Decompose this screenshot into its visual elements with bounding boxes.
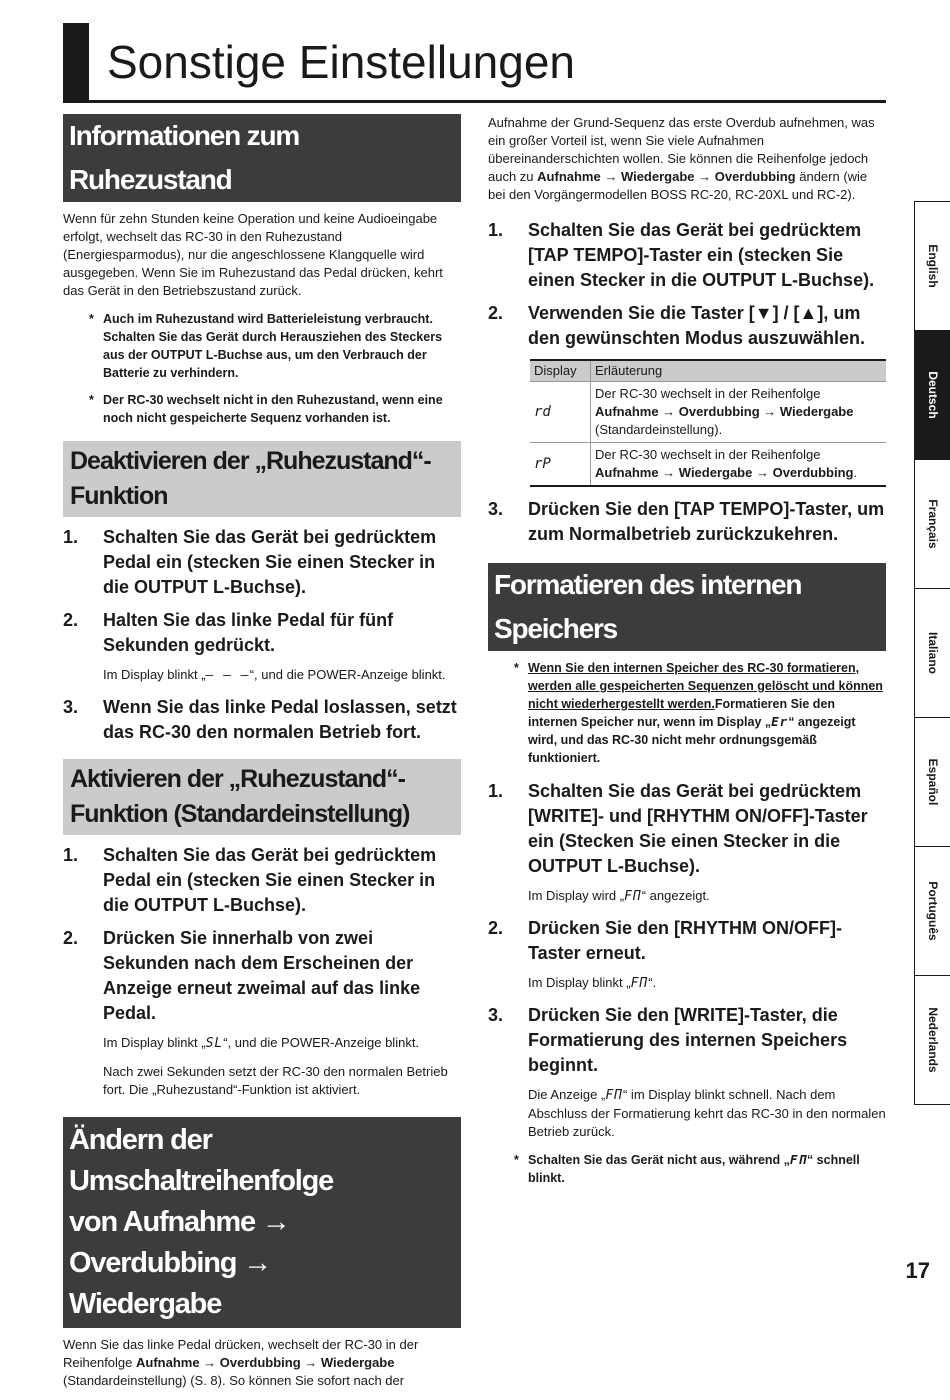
mode-description-rp: Der RC-30 wechselt in der Reihenfolge Aufnahme → Wiedergabe → Overdubbing. [591,443,887,487]
format-step-1: 1. Schalten Sie das Gerät bei gedrücktem [WRITE]- und [RHYTHM ON/OFF]-Taster ein (Stecken Sie einen Stecker in die OUTPUT L-Buchse). [488,781,868,876]
order-body-continued: Aufnahme der Grund-Sequenz das erste Overdub aufnehmen, was ein großer Vorteil ist, wenn Sie viele Aufnahmen übereinanderschichten wollen. Sie können die Reihenfolge jedoch auch zu Aufnahme → Wiedergabe → Overdubbing ändern (wie bei den Vorgängermodellen BOSS RC-20, RC-20XL und RC-2). [488,115,875,202]
mode-description-rd: Der RC-30 wechselt in der Reihenfolge Aufnahme → Overdubbing → Wiedergabe (Standardeinstellung). [591,382,887,443]
tab-espanol[interactable]: Español [914,718,950,847]
mode-code-rd: rd [530,382,591,443]
table-row [530,443,886,487]
left-column [63,114,461,1400]
activate-resume-note: Nach zwei Sekunden setzt der RC-30 den normalen Betrieb fort. Die „Ruhezustand“-Funktion ist aktiviert. [103,1064,448,1097]
format-display-note-3: Die Anzeige „FΠ“ im Display blinkt schnell. Nach dem Abschluss der Formatierung kehrt das RC-30 in den normalen Betrieb zurück. [528,1087,886,1139]
heading-format: Formatieren des internen Speichers [488,563,886,651]
page-number: 17 [905,1258,930,1283]
tab-deutsch[interactable]: Deutsch [914,331,950,460]
sleep-note-1: * Auch im Ruhezustand wird Batterieleistung verbraucht. Schalten Sie das Gerät durch Herausziehen des Steckers aus der OUTPUT L-Buchse aus, um den Verbrauch der Batterie zu verhindern. [89,312,443,380]
format-warning: * Wenn Sie den internen Speicher des RC-30 formatieren, werden alle gespeicherten Sequenzen gelöscht und können nicht wiederhergestellt werden.Formatieren Sie den internen Speicher nur, wenn im Display „Er“ angezeigt wird, und das RC-30 nicht mehr ordnungsgemäß funktioniert. [514,661,883,765]
language-tabs [914,201,950,1105]
mode-code-rp: rP [530,443,591,487]
sleep-note-2: * Der RC-30 wechselt nicht in den Ruhezustand, wenn eine noch nicht gespeicherte Sequenz vorhanden ist. [89,393,443,425]
heading-sleep-info: Informationen zum Ruhezustand [63,114,461,202]
format-display-note-2: Im Display blinkt „FΠ“. [528,975,657,991]
heading-deactivate: Deaktivieren der „Ruhezustand“-Funktion [63,441,461,517]
format-final-note: * Schalten Sie das Gerät nicht aus, während „FΠ“ schnell blinkt. [514,1152,860,1185]
deactivate-step-2: 2. Halten Sie das linke Pedal für fünf Sekunden gedrückt. [63,610,394,655]
page-title: Sonstige Einstellungen [107,36,575,88]
order-step-2: 2. Verwenden Sie die Taster [▼] / [▲], um den gewünschten Modus auszuwählen. [488,303,866,348]
order-step-3: 3. Drücken Sie den [TAP TEMPO]-Taster, um zum Normalbetrieb zurückzukehren. [488,499,885,544]
format-step-2: 2. Drücken Sie den [RHYTHM ON/OFF]-Taster erneut. [488,918,843,963]
activate-display-note: Im Display blinkt „SL“, und die POWER-Anzeige blinkt. [103,1035,420,1051]
title-rule [63,100,886,103]
format-display-note-1: Im Display wird „FΠ“ angezeigt. [528,888,710,904]
title-bar [63,23,89,101]
page-header [63,23,886,103]
tab-portugues[interactable]: Português [914,847,950,976]
tab-nederlands[interactable]: Nederlands [914,976,950,1105]
mode-table [530,359,886,487]
right-column [488,114,886,1196]
activate-step-1: 1. Schalten Sie das Gerät bei gedrücktem Pedal ein (stecken Sie einen Stecker in die OUTPUT L-Buchse). [63,845,437,915]
mode-table-header-display: Display [530,360,591,382]
activate-step-2: 2. Drücken Sie innerhalb von zwei Sekunden nach dem Erscheinen der Anzeige erneut zweimal auf das linke Pedal. [63,928,421,1023]
sleep-body: Wenn für zehn Stunden keine Operation und keine Audioeingabe erfolgt, wechselt das RC-30 in den Ruhezustand (Energiesparmodus), nur die angeschlossene Klangquelle wird ausgegeben. Wenn Sie im Ruhezustand das Pedal drücken, kehrt das Gerät in den Betriebszustand zurück. [63,211,443,298]
heading-activate: Aktivieren der „Ruhezustand“-Funktion (Standardeinstellung) [63,759,461,835]
deactivate-step-1: 1. Schalten Sie das Gerät bei gedrücktem Pedal ein (stecken Sie einen Stecker in die OUTPUT L-Buchse). [63,527,437,597]
order-step-1: 1. Schalten Sie das Gerät bei gedrücktem [TAP TEMPO]-Taster ein (stecken Sie einen Stecker in die OUTPUT L-Buchse). [488,220,875,290]
tab-italiano[interactable]: Italiano [914,589,950,718]
heading-order: Ändern der Umschaltreihenfolge von Aufnahme → Overdubbing → Wiedergabe [63,1117,461,1328]
deactivate-display-note: Im Display blinkt „– – –“, und die POWER-Anzeige blinkt. [103,667,446,683]
mode-table-header-description: Erläuterung [591,360,887,382]
table-row [530,382,886,443]
tab-francais[interactable]: Français [914,460,950,589]
deactivate-step-3: 3. Wenn Sie das linke Pedal loslassen, setzt das RC-30 den normalen Betrieb fort. [63,697,457,742]
format-step-3: 3. Drücken Sie den [WRITE]-Taster, die Formatierung des internen Speichers beginnt. [488,1005,848,1075]
tab-english[interactable]: English [914,201,950,331]
order-body: Wenn Sie das linke Pedal drücken, wechselt der RC-30 in der Reihenfolge Aufnahme → Overdubbing → Wiedergabe (Standardeinstellung) (S. 8). So können Sie sofort nach der [63,1337,419,1388]
